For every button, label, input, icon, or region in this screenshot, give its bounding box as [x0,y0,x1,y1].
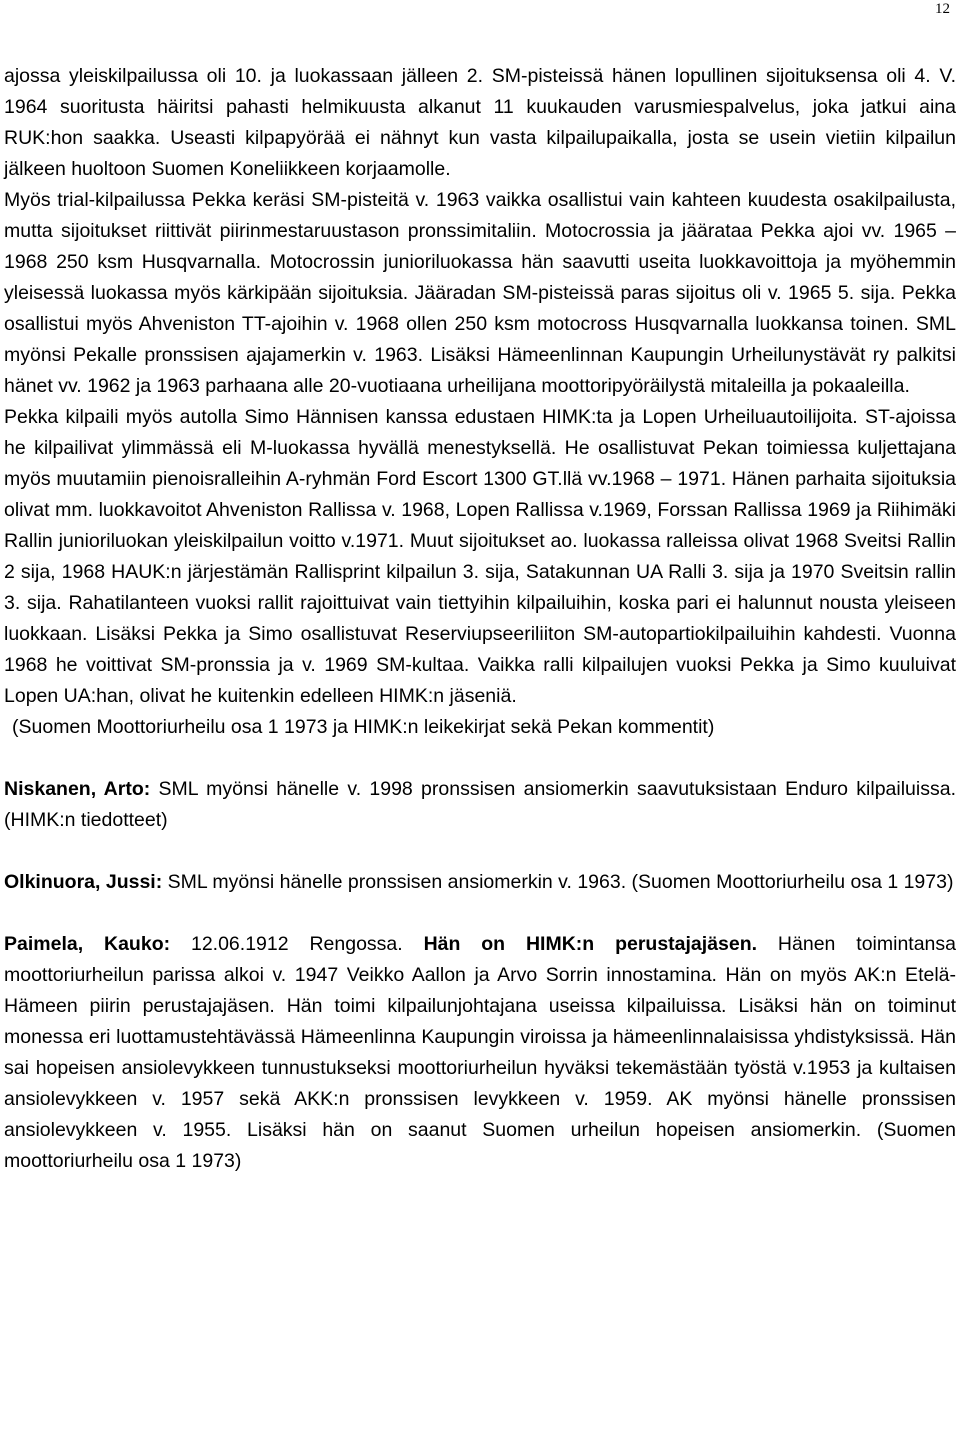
paragraph-car-rally: Pekka kilpaili myös autolla Simo Hännisen kanssa edustaen HIMK:ta ja Lopen Urheiluautoilijoita. ST-ajoissa he kilpailivat ylimmässä eli M-luokassa hyvällä menestyksellä. He osallistuvat Pekan toimiessa kuljettajana myös muutamiin pienoisralleihin A-ryhmän Ford Escort 1300 GT.llä vv.1968 – 1971. Hänen parhaita sijoituksia olivat mm. luokkavoitot Ahveniston Rallissa v. 1968, Lopen Rallissa v.1969, Forssan Rallissa 1969 ja Riihimäki Rallin junioriluokan yleiskilpailun voitto v.1971. Muut sijoitukset ao. luokassa ralleissa olivat 1968 Sveitsi Rallin 2 sija, 1968 HAUK:n järjestämän Rallisprint kilpailun 3. sija, Satakunnan UA Ralli 3. sija ja 1970 Sveitsin rallin 3. sija. Rahatilanteen vuoksi rallit rajoittuivat vain tiettyihin kilpailuihin, koska pari ei halunnut nousta yleiseen luokkaan. Lisäksi Pekka ja Simo osallistuvat Reserviupseeriliiton SM-autopartiokilpailuihin kahdesti. Vuonna 1968 he voittivat SM-pronssia ja v. 1969 SM-kultaa. Vaikka ralli kilpailujen vuoksi Pekka ja Simo kuuluivat Lopen UA:han, olivat he kuitenkin edelleen HIMK:n jäseniä. [4,406,956,707]
entry-text: SML myönsi hänelle pronssisen ansiomerkin v. 1963. (Suomen Moottoriurheilu osa 1 1973) [162,871,954,893]
entry-birth: 12.06.1912 Rengossa. [170,933,424,955]
page-number: 12 [935,1,950,17]
paragraph-trial-motocross: Myös trial-kilpailussa Pekka keräsi SM-pisteitä v. 1963 vaikka osallistui vain kahteen kuudesta osakilpailusta, mutta sijoitukset riittivät piirinmestaruustason pronssimitaliin. Motocrossia ja jäärataa Pekka ajoi vv. 1965 – 1968 250 ksm Husqvarnalla. Motocrossin junioriluokassa hän saavutti useita luokkavoittoja ja myöhemmin yleisessä luokassa myös kärkipään sijoituksia. Jääradan SM-pisteissä paras sijoitus oli v. 1965 5. sija. Pekka osallistui myös Ahveniston TT-ajoihin v. 1968 ollen 250 ksm motocross Husqvarnalla luokkansa toinen. SML myönsi Pekalle pronssisen ajajamerkin v. 1963. Lisäksi Hämeenlinnan Kaupungin Urheilunystävät ry palkitsi hänet vv. 1962 ja 1963 parhaana alle 20-vuotiaana urheilijana moottoripyöräilystä mitaleilla ja pokaaleilla. [4,189,956,397]
entry-text: SML myönsi hänelle v. 1998 pronssisen ansiomerkin saavutuksistaan Enduro kilpailuissa. (HIMK:n tiedotteet) [4,778,956,831]
entry-name: Niskanen, Arto: [4,778,151,800]
source-note: (Suomen Moottoriurheilu osa 1 1973 ja HIMK:n leikekirjat sekä Pekan kommentit) [12,716,715,738]
entry-name: Olkinuora, Jussi: [4,871,163,893]
document-body [4,61,956,1177]
paragraph-racing-history: ajossa yleiskilpailussa oli 10. ja luokassaan jälleen 2. SM-pisteissä hänen lopullinen sijoituksensa oli 4. V. 1964 suoritusta häiritsi pahasti helmikuusta alkanut 11 kuukauden varusmiespalvelus, joka jatkui aina RUK:hon saakka. Useasti kilpapyörää ei nähnyt kun vasta kilpailupaikalla, josta se usein vietiin kilpailun jälkeen huoltoon Suomen Koneliikkeen korjaamolle. [4,65,956,180]
entry-text: Hänen toimintansa moottoriurheilun parissa alkoi v. 1947 Veikko Aallon ja Arvo Sorrin innostamina. Hän on myös AK:n Etelä-Hämeen piirin perustajajäsen. Hän toimi kilpailunjohtajana useissa kilpailuissa. Lisäksi hän on toiminut monessa eri luottamustehtävässä Hämeenlinna Kaupungin viroissa ja hämeenlinnalaisissa yhdistyksissä. Hän sai hopeisen ansiolevykkeen tunnustukseksi moottoriurheilun hyväksi tekemästään työstä v.1953 ja kultaisen ansiolevykkeen v. 1957 sekä AKK:n pronssisen levykkeen v. 1959. AK myönsi hänelle pronssisen ansiolevykkeen v. 1955. Lisäksi hän on saanut Suomen urheilun hopeisen ansiomerkin. (Suomen moottoriurheilu osa 1 1973) [4,933,956,1172]
entry-paimela [4,929,956,1177]
entry-name: Paimela, Kauko: [4,933,171,955]
spacer [4,898,956,929]
spacer [4,836,956,867]
entry-olkinuora [4,867,956,898]
spacer [4,743,956,774]
entry-highlight: Hän on HIMK:n perustajajäsen. [423,933,758,955]
entry-niskanen [4,774,956,836]
